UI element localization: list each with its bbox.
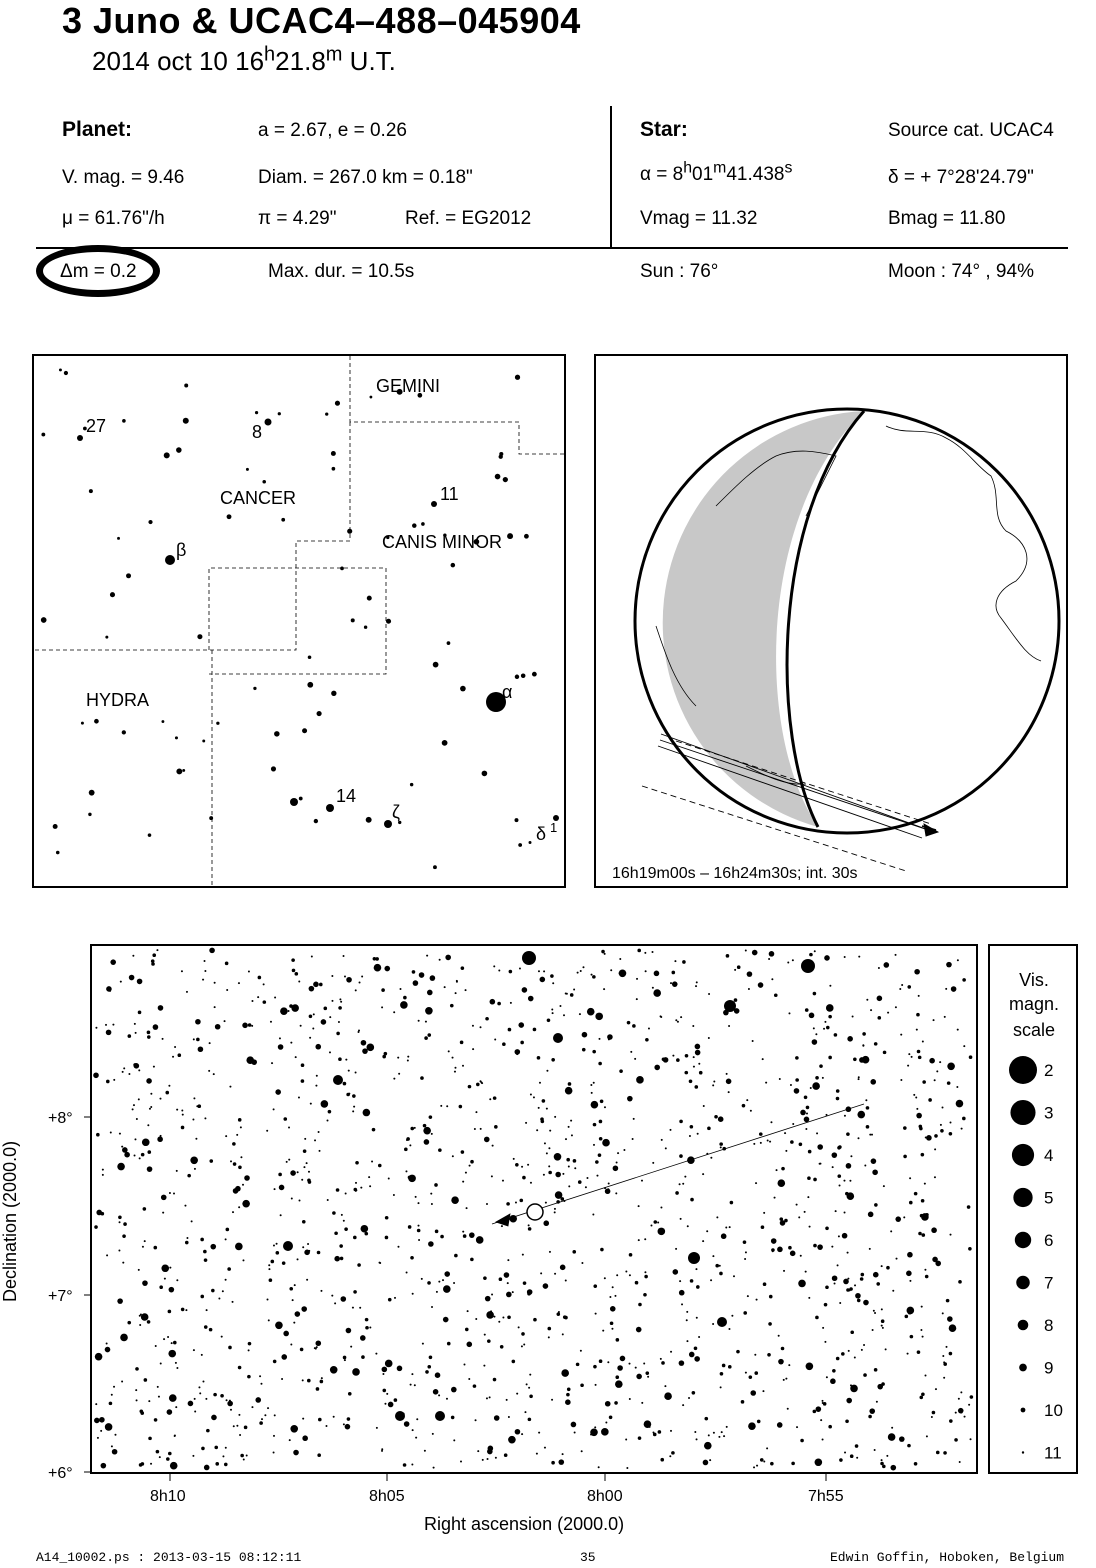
legend-items bbox=[1009, 1056, 1063, 1463]
delta-mag: Δm = 0.2 bbox=[60, 261, 137, 282]
legend-dot-mag-6 bbox=[1015, 1232, 1031, 1248]
x-tick-7h55: 7h55 bbox=[808, 1488, 844, 1505]
legend-label-mag-5: 5 bbox=[1044, 1188, 1054, 1208]
legend-dot-mag-8 bbox=[1018, 1320, 1029, 1331]
footer-page: 35 bbox=[580, 1550, 596, 1565]
y-tick-7: +7° bbox=[48, 1288, 73, 1305]
star-label-zeta: ζ bbox=[392, 802, 400, 822]
legend-dot-mag-11 bbox=[1022, 1451, 1024, 1453]
legend-label-mag-6: 6 bbox=[1044, 1231, 1054, 1250]
legend-dot-mag-4 bbox=[1012, 1144, 1034, 1166]
max-duration: Max. dur. = 10.5s bbox=[268, 261, 415, 282]
star-label-alpha: α bbox=[502, 682, 513, 702]
x-tick-8h00: 8h00 bbox=[587, 1488, 623, 1505]
moon-info: Moon : 74° , 94% bbox=[888, 261, 1034, 282]
legend-title-3: scale bbox=[1012, 1020, 1056, 1040]
x-tick-8h05: 8h05 bbox=[369, 1488, 405, 1505]
label-cancer: CANCER bbox=[220, 488, 297, 508]
legend-dot-mag-5 bbox=[1013, 1188, 1032, 1207]
star-source: Source cat. UCAC4 bbox=[888, 120, 1054, 141]
planet-heading: Planet: bbox=[62, 118, 133, 141]
star-label-27: 27 bbox=[86, 416, 107, 436]
legend-dot-mag-10 bbox=[1021, 1408, 1026, 1413]
x-tick-8h10: 8h10 bbox=[150, 1488, 186, 1505]
legend-label-mag-9: 9 bbox=[1044, 1358, 1054, 1378]
label-hydra: HYDRA bbox=[86, 690, 150, 710]
legend-label-mag-2: 2 bbox=[1044, 1061, 1054, 1080]
y-tick-6: +6° bbox=[48, 1465, 73, 1482]
legend-title-1: Vis. bbox=[1019, 970, 1049, 990]
y-tick-8: +8° bbox=[48, 1110, 73, 1127]
legend-label-mag-4: 4 bbox=[1044, 1146, 1054, 1165]
event-datetime: 2014 oct 10 16$^h$21.8$^m$ U.T. bbox=[92, 43, 396, 76]
footer-file: A14_10002.ps : 2013-03-15 08:12:11 bbox=[36, 1550, 302, 1565]
star-bmag: Bmag = 11.80 bbox=[888, 208, 1006, 229]
planet-orbit: a = 2.67, e = 0.26 bbox=[258, 120, 407, 141]
legend-dot-mag-7 bbox=[1016, 1276, 1030, 1290]
legend-label-mag-8: 8 bbox=[1044, 1316, 1054, 1335]
y-axis-label: Declination (2000.0) bbox=[0, 1140, 20, 1302]
star-label-delta-index: 1 bbox=[550, 820, 558, 835]
star-label-14: 14 bbox=[336, 786, 357, 806]
planet-ref: Ref. = EG2012 bbox=[405, 208, 532, 229]
legend-label-mag-3: 3 bbox=[1044, 1103, 1054, 1123]
label-gemini: GEMINI bbox=[376, 376, 441, 396]
legend-label-mag-7: 7 bbox=[1044, 1273, 1054, 1293]
legend-dot-mag-9 bbox=[1019, 1364, 1027, 1372]
planet-mu: μ = 61.76"/h bbox=[62, 208, 165, 229]
planet-diam: Diam. = 267.0 km = 0.18" bbox=[258, 167, 473, 188]
legend-dot-mag-3 bbox=[1010, 1100, 1035, 1125]
legend-title-2: magn. bbox=[1008, 994, 1060, 1014]
legend-dot-mag-2 bbox=[1009, 1056, 1037, 1084]
magnitude-legend bbox=[988, 944, 1078, 1474]
star-alpha: $\alpha = 8^h01^m41.438^s$ bbox=[640, 159, 793, 185]
legend-label-mag-10: 10 bbox=[1044, 1401, 1063, 1420]
legend-label-mag-11: 11 bbox=[1044, 1443, 1062, 1463]
star-heading: Star: bbox=[640, 118, 688, 141]
star-vmag: Vmag = 11.32 bbox=[640, 208, 758, 229]
planet-parallax: π = 4.29" bbox=[258, 208, 337, 229]
star-label-beta: β bbox=[176, 540, 187, 560]
footer-author: Edwin Goffin, Hoboken, Belgium bbox=[830, 1550, 1065, 1565]
page-title: 3 Juno & UCAC4–488–045904 bbox=[62, 0, 581, 41]
sun-info: Sun : 76° bbox=[640, 261, 719, 282]
x-axis-label: Right ascension (2000.0) bbox=[424, 1514, 625, 1534]
legend-svg bbox=[990, 946, 1076, 1472]
star-label-11: 11 bbox=[440, 484, 459, 504]
globe-caption: 16h19m00s – 16h24m30s; int. 30s bbox=[612, 865, 858, 882]
star-label-8: 8 bbox=[252, 422, 263, 442]
star-label-delta: δ bbox=[536, 824, 547, 844]
star-delta: δ = + 7°28'24.79" bbox=[888, 167, 1034, 188]
label-canis-minor: CANIS MINOR bbox=[382, 532, 503, 552]
planet-vmag: V. mag. = 9.46 bbox=[62, 167, 185, 188]
